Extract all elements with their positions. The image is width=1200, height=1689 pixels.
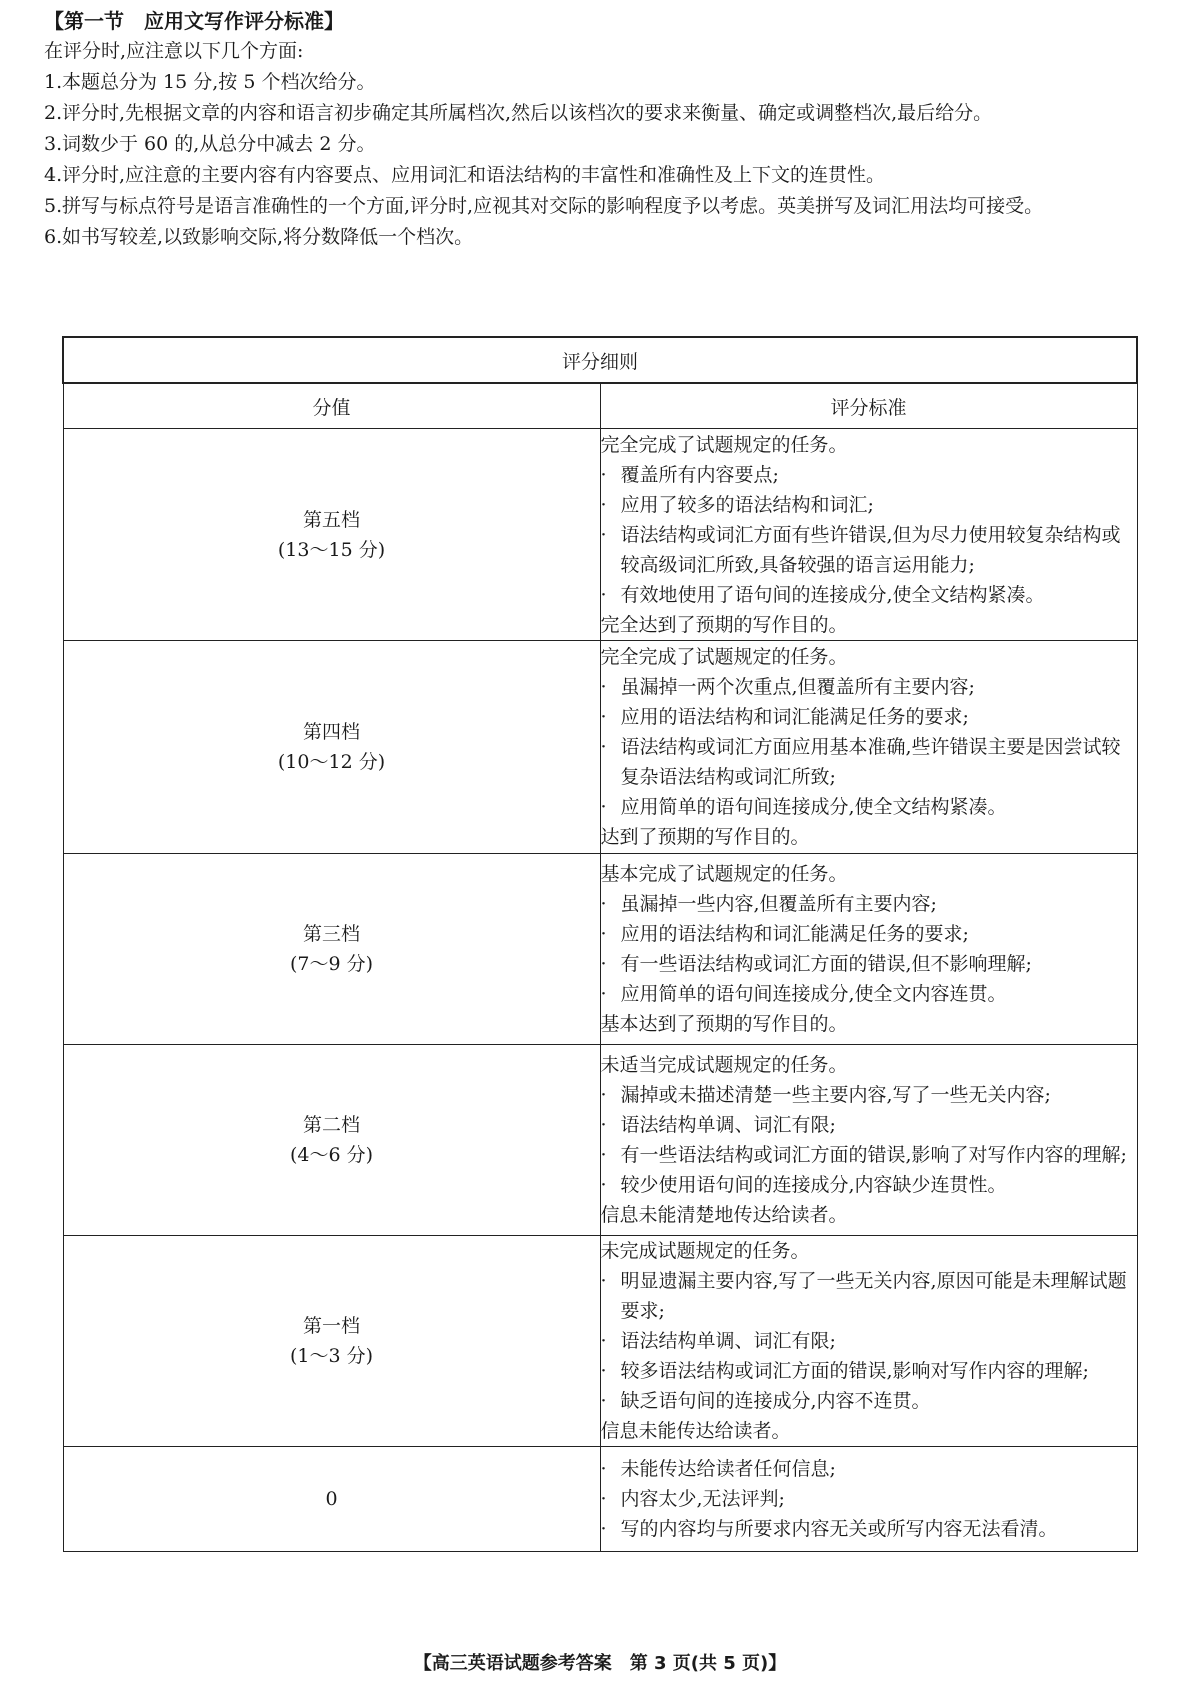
band-closing: 信息未能传达给读者。 [600, 1420, 791, 1442]
band-name: 第二档 [302, 1114, 360, 1136]
band-criteria-cell [600, 1236, 1137, 1447]
table-title: 评分细则 [63, 337, 1137, 383]
band-criteria-cell [600, 641, 1137, 854]
band-lead: 未适当完成试题规定的任务。 [600, 1054, 848, 1076]
criteria-bullet [601, 702, 1137, 732]
criteria-bullet [601, 1356, 1137, 1386]
criteria-bullet [601, 979, 1137, 1009]
bullet-text: 未能传达给读者任何信息; [620, 1458, 836, 1480]
bullet-text: 覆盖所有内容要点; [620, 463, 779, 486]
bullet-dot-icon: · [600, 893, 607, 915]
criteria-bullet [601, 1484, 1137, 1514]
bullet-dot-icon: · [600, 983, 607, 1005]
rule-number: 6. [44, 226, 63, 248]
bullet-dot-icon: · [600, 1458, 607, 1480]
bullet-dot-icon: · [600, 1174, 607, 1196]
band-range: (1～3 分) [289, 1345, 374, 1367]
bullet-dot-icon: · [600, 736, 607, 758]
rule-item [44, 160, 1164, 191]
bullet-text: 虽漏掉一两个次重点,但覆盖所有主要内容; [620, 676, 975, 698]
rule-text: 如书写较差,以致影响交际,将分数降低一个档次。 [62, 226, 474, 248]
criteria-bullet [601, 732, 1137, 792]
band-lead: 未完成试题规定的任务。 [600, 1240, 810, 1262]
column-header-score: 分值 [63, 383, 600, 429]
band-closing: 达到了预期的写作目的。 [600, 826, 810, 848]
rule-item [44, 67, 1164, 98]
bullet-text: 虽漏掉一些内容,但覆盖所有主要内容; [620, 893, 937, 915]
band-name: 第一档 [302, 1315, 360, 1337]
criteria-bullet [601, 889, 1137, 919]
criteria-bullet [601, 1170, 1137, 1200]
rule-number: 2. [44, 102, 63, 124]
criteria-bullet [601, 949, 1137, 979]
band-lead: 基本完成了试题规定的任务。 [600, 863, 848, 885]
criteria-bullet [601, 1514, 1137, 1544]
criteria-bullet [601, 1326, 1137, 1356]
bullet-dot-icon: · [600, 1488, 607, 1510]
bullet-text: 应用简单的语句间连接成分,使全文结构紧凑。 [620, 796, 1007, 818]
bullet-text: 较少使用语句间的连接成分,内容缺少连贯性。 [620, 1174, 1007, 1196]
bullet-dot-icon: · [600, 1270, 607, 1292]
criteria-bullet [601, 460, 1137, 490]
band-criteria-cell [600, 1447, 1137, 1552]
band-score-cell [63, 429, 600, 641]
bullet-text: 语法结构单调、词汇有限; [620, 1114, 836, 1136]
band-closing: 完全达到了预期的写作目的。 [600, 613, 848, 636]
bullet-text: 有一些语法结构或词汇方面的错误,影响了对写作内容的理解; [620, 1144, 1127, 1166]
rule-text: 评分时,先根据文章的内容和语言初步确定其所属档次,然后以该档次的要求来衡量、确定或调整档次,最后给分。 [62, 102, 993, 124]
rule-text: 评分时,应注意的主要内容有内容要点、应用词汇和语法结构的丰富性和准确性及上下文的连贯性。 [62, 164, 886, 186]
band-score-cell [63, 1045, 600, 1236]
bullet-text: 内容太少,无法评判; [620, 1488, 785, 1510]
band-range: (10～12 分) [277, 751, 386, 773]
rubric-row [63, 641, 1137, 854]
band-lead: 完全完成了试题规定的任务。 [600, 646, 848, 668]
rule-number: 5. [44, 195, 63, 217]
bullet-dot-icon: · [600, 493, 607, 516]
band-name: 第四档 [302, 721, 360, 743]
rubric-row [63, 1236, 1137, 1447]
band-score-cell [63, 641, 600, 854]
bullet-dot-icon: · [600, 923, 607, 945]
bullet-dot-icon: · [600, 1114, 607, 1136]
band-range: (4～6 分) [289, 1144, 374, 1166]
criteria-bullet [601, 919, 1137, 949]
bullet-dot-icon: · [600, 706, 607, 728]
rule-text: 拼写与标点符号是语言准确性的一个方面,评分时,应视其对交际的影响程度予以考虑。英美拼写及词汇用法均可接受。 [62, 195, 1044, 217]
rubric-row [63, 1447, 1137, 1552]
rubric-row [63, 854, 1137, 1045]
bullet-text: 语法结构或词汇方面有些许错误,但为尽力使用较复杂结构或较高级词汇所致,具备较强的语言运用能力; [620, 523, 1121, 576]
bullet-text: 明显遗漏主要内容,写了一些无关内容,原因可能是未理解试题要求; [620, 1270, 1127, 1322]
criteria-bullet [601, 490, 1137, 520]
bullet-text: 应用简单的语句间连接成分,使全文内容连贯。 [620, 983, 1007, 1005]
rule-item [44, 191, 1164, 222]
bullet-dot-icon: · [600, 1360, 607, 1382]
rule-number: 4. [44, 164, 63, 186]
scoring-rubric-table [62, 336, 1138, 1552]
bullet-dot-icon: · [600, 796, 607, 818]
criteria-bullet [601, 1140, 1137, 1170]
band-criteria-cell [600, 429, 1137, 641]
band-range: (13～15 分) [277, 538, 386, 561]
bullet-dot-icon: · [600, 1518, 607, 1540]
criteria-bullet [601, 672, 1137, 702]
section-title: 【第一节 应用文写作评分标准】 [44, 9, 344, 33]
bullet-text: 应用的语法结构和词汇能满足任务的要求; [620, 923, 969, 945]
bullet-dot-icon: · [600, 1390, 607, 1412]
bullet-dot-icon: · [600, 676, 607, 698]
band-name: 0 [325, 1488, 338, 1510]
instructions-block [44, 6, 1164, 253]
band-range: (7～9 分) [289, 953, 374, 975]
criteria-bullet [601, 1110, 1137, 1140]
band-closing: 信息未能清楚地传达给读者。 [600, 1204, 848, 1226]
band-lead: 完全完成了试题规定的任务。 [600, 433, 848, 456]
rule-item [44, 129, 1164, 160]
bullet-text: 语法结构或词汇方面应用基本准确,些许错误主要是因尝试较复杂语法结构或词汇所致; [620, 736, 1121, 788]
rule-text: 词数少于 60 的,从总分中减去 2 分。 [62, 133, 376, 155]
bullet-dot-icon: · [600, 1084, 607, 1106]
bullet-dot-icon: · [600, 523, 607, 546]
bullet-text: 漏掉或未描述清楚一些主要内容,写了一些无关内容; [620, 1084, 1051, 1106]
criteria-bullet [601, 520, 1137, 580]
criteria-bullet [601, 1386, 1137, 1416]
rubric-bands [63, 429, 1137, 1552]
criteria-bullet [601, 1266, 1137, 1326]
band-name: 第五档 [302, 508, 360, 531]
rule-number: 3. [44, 133, 63, 155]
band-score-cell [63, 1447, 600, 1552]
band-name: 第三档 [302, 923, 360, 945]
intro-text: 在评分时,应注意以下几个方面: [44, 40, 304, 62]
band-criteria-cell [600, 854, 1137, 1045]
criteria-bullet [601, 580, 1137, 610]
rule-item [44, 98, 1164, 129]
bullet-dot-icon: · [600, 1144, 607, 1166]
rubric-row [63, 1045, 1137, 1236]
bullet-dot-icon: · [600, 463, 607, 486]
band-criteria-cell [600, 1045, 1137, 1236]
bullet-text: 写的内容均与所要求内容无关或所写内容无法看清。 [620, 1518, 1058, 1540]
criteria-bullet [601, 1454, 1137, 1484]
bullet-text: 应用的语法结构和词汇能满足任务的要求; [620, 706, 969, 728]
criteria-bullet [601, 1080, 1137, 1110]
bullet-dot-icon: · [600, 1330, 607, 1352]
criteria-bullet [601, 792, 1137, 822]
bullet-text: 缺乏语句间的连接成分,内容不连贯。 [620, 1390, 931, 1412]
bullet-dot-icon: · [600, 953, 607, 975]
rules-list [44, 67, 1164, 253]
band-score-cell [63, 1236, 600, 1447]
bullet-text: 语法结构单调、词汇有限; [620, 1330, 836, 1352]
bullet-dot-icon: · [600, 583, 607, 606]
rule-text: 本题总分为 15 分,按 5 个档次给分。 [62, 71, 376, 93]
column-header-criteria: 评分标准 [600, 383, 1137, 429]
band-score-cell [63, 854, 600, 1045]
rule-number: 1. [44, 71, 63, 93]
bullet-text: 有效地使用了语句间的连接成分,使全文结构紧凑。 [620, 583, 1045, 606]
rubric-row [63, 429, 1137, 641]
bullet-text: 较多语法结构或词汇方面的错误,影响对写作内容的理解; [620, 1360, 1089, 1382]
bullet-text: 应用了较多的语法结构和词汇; [620, 493, 874, 516]
page-footer: 【高三英语试题参考答案 第 3 页(共 5 页)】 [413, 1653, 787, 1674]
rule-item [44, 222, 1164, 253]
bullet-text: 有一些语法结构或词汇方面的错误,但不影响理解; [620, 953, 1032, 975]
band-closing: 基本达到了预期的写作目的。 [600, 1013, 848, 1035]
